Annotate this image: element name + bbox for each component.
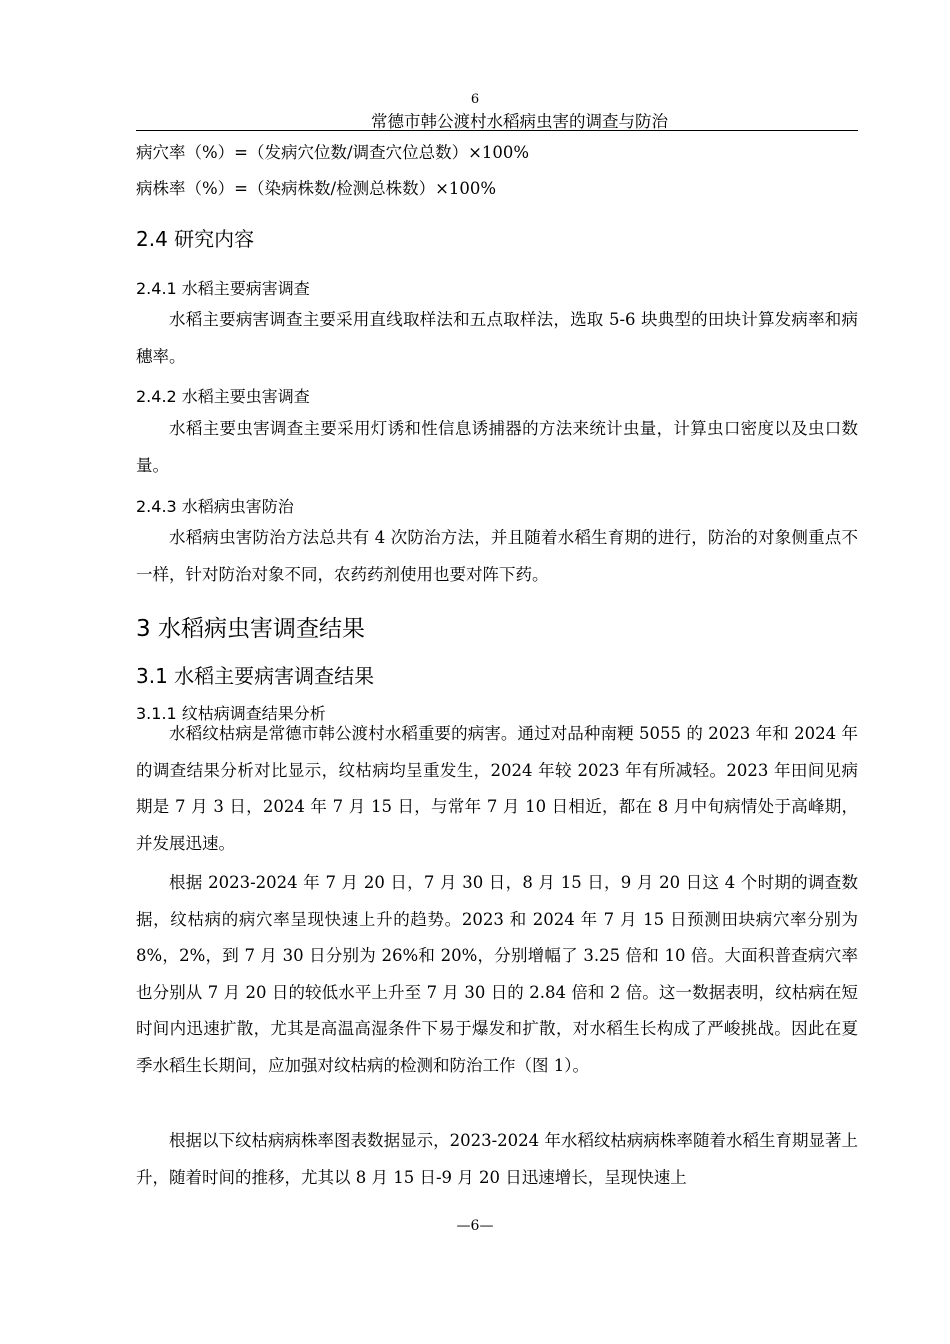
running-title: 常德市韩公渡村水稻病虫害的调查与防治 xyxy=(371,112,668,131)
paragraph-2-4-2: 水稻主要虫害调查主要采用灯诱和性信息诱捕器的方法来统计虫量，计算虫口密度以及虫口数量。 xyxy=(136,419,858,475)
paragraph-sheath-blight-3: 根据以下纹枯病病株率图表数据显示，2023-2024 年水稻纹枯病病株率随着水稻生育期显著上升，随着时间的推移，尤其以 8 月 15 日-9 月 20 日迅速增长，呈现快速上 xyxy=(136,1131,858,1187)
section-heading-2-4: 2.4 研究内容 xyxy=(136,227,255,251)
subsection-heading-2-4-2: 2.4.2 水稻主要虫害调查 xyxy=(136,387,310,406)
paragraph-sheath-blight-1: 水稻纹枯病是常德市韩公渡村水稻重要的病害。通过对品种南粳 5055 的 2023 年和 2024 年的调查结果分析对比显示，纹枯病均呈重发生，2024 年较 2023 年有所减轻。2023 年田间见病期是 7 月 3 日，2024 年 7 月 15 日，与常年 7 月 10 日相近，都在 8 月中旬病情处于高峰期，并发展迅速。 xyxy=(136,724,858,853)
footer-page-label: —6— xyxy=(456,1218,494,1234)
formula-hole-rate: 病穴率（%）=（发病穴位数/调查穴位总数）×100% xyxy=(136,143,530,162)
section-heading-3-1: 3.1 水稻主要病害调查结果 xyxy=(136,664,375,688)
subsection-heading-2-4-3: 2.4.3 水稻病虫害防治 xyxy=(136,497,294,516)
paragraph-2-4-3: 水稻病虫害防治方法总共有 4 次防治方法，并且随着水稻生育期的进行，防治的对象侧重点不一样，针对防治对象不同，农药药剂使用也要对阵下药。 xyxy=(136,528,858,584)
header-page-number: 6 xyxy=(470,92,480,107)
subsection-heading-3-1-1: 3.1.1 纹枯病调查结果分析 xyxy=(136,704,326,723)
paragraph-2-4-1: 水稻主要病害调查主要采用直线取样法和五点取样法，选取 5-6 块典型的田块计算发病率和病穗率。 xyxy=(136,310,858,366)
subsection-heading-2-4-1: 2.4.1 水稻主要病害调查 xyxy=(136,279,310,298)
chapter-heading-3: 3 水稻病虫害调查结果 xyxy=(136,616,365,642)
header-rule xyxy=(136,130,858,131)
formula-plant-rate: 病株率（%）=（染病株数/检测总株数）×100% xyxy=(136,179,497,198)
paragraph-sheath-blight-2: 根据 2023-2024 年 7 月 20 日，7 月 30 日，8 月 15 日，9 月 20 日这 4 个时期的调查数据，纹枯病的病穴率呈现快速上升的趋势。2023 和 2024 年 7 月 15 日预测田块病穴率分别为 8%，2%，到 7 月 30 日分别为 26%和 20%，分别增幅了 3.25 倍和 10 倍。大面积普查病穴率也分别从 7 月 20 日的较低水平上升至 7 月 30 日的 2.84 倍和 2 倍。这一数据表明，纹枯病在短时间内迅速扩散，尤其是高温高湿条件下易于爆发和扩散，对水稻生长构成了严峻挑战。因此在夏季水稻生长期间，应加强对纹枯病的检测和防治工作（图 1）。 xyxy=(136,873,858,1075)
